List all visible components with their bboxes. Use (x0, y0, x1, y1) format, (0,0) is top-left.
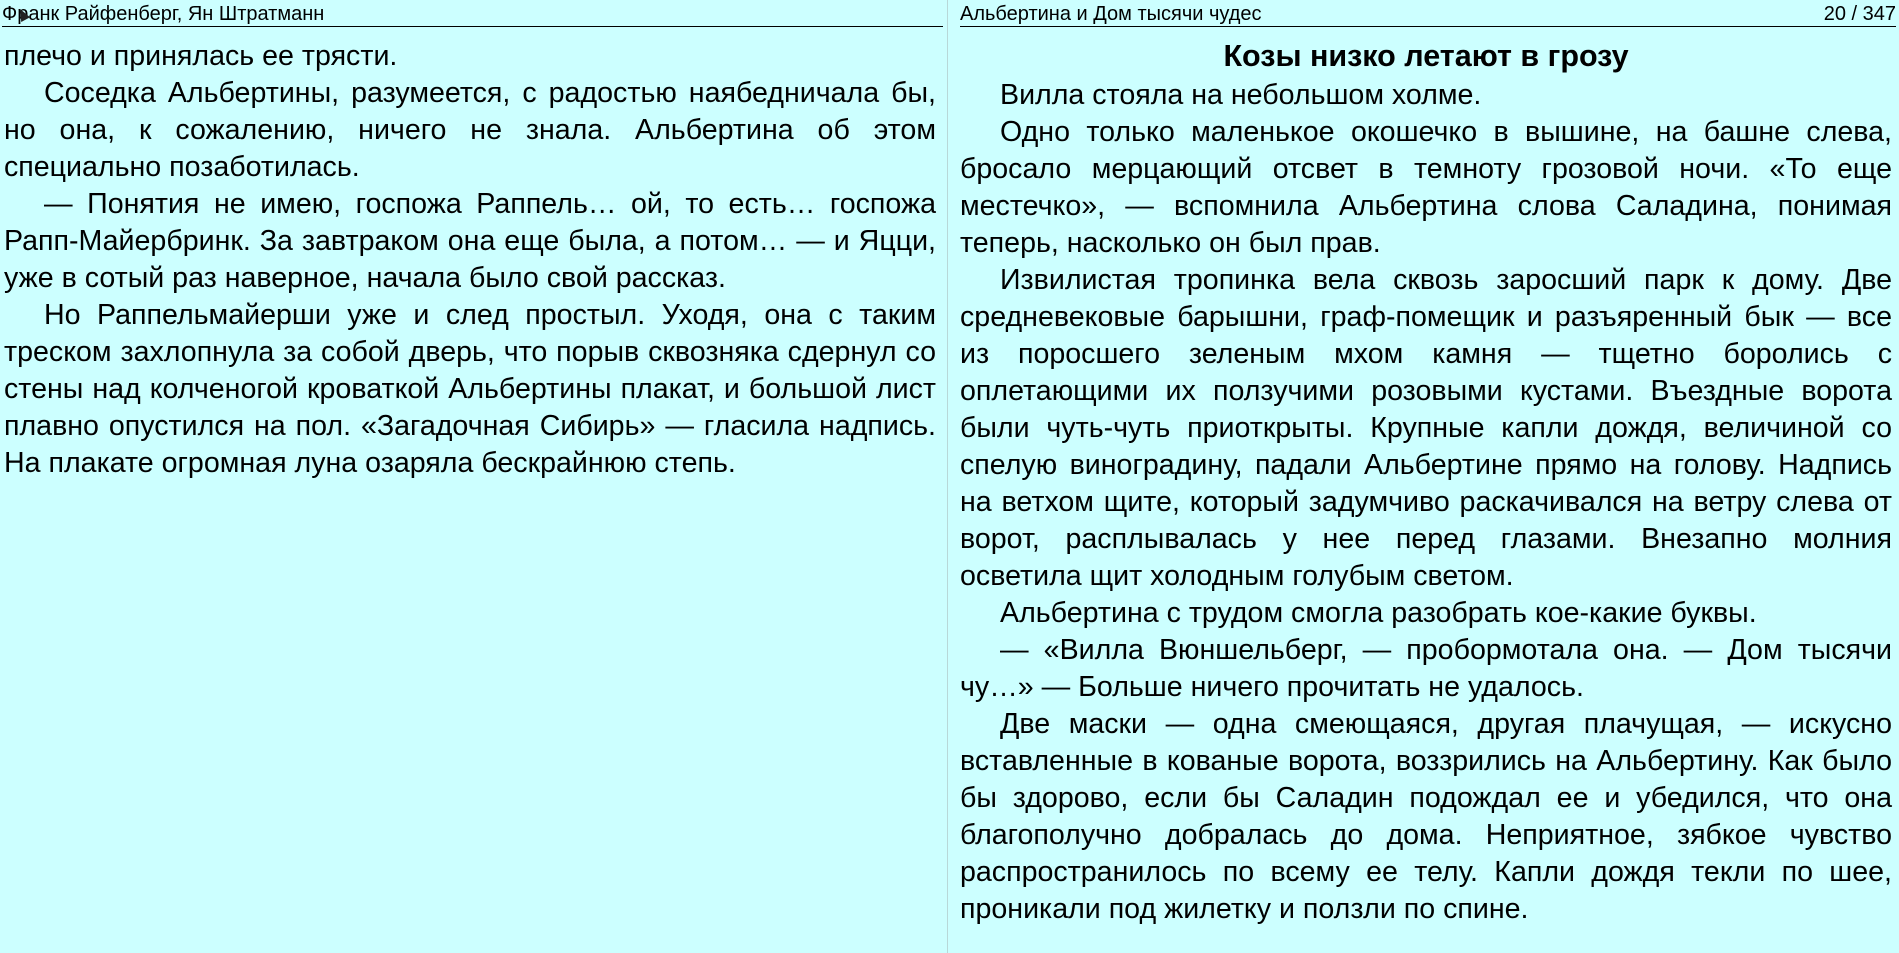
paragraph: Соседка Альбертины, разумеется, с радостью наябедничала бы, но она, к сожалению, ничего не знала. Альбертина об этом специально позаботилась. (4, 77, 936, 183)
paragraph: — Понятия не имею, госпожа Раппель… ой, то есть… госпожа Рапп-Майербринк. За завтраком она еще была, а потом… — и Яцци, уже в сотый раз наверное, начала было свой рассказ. (4, 188, 936, 294)
paragraph: Извилистая тропинка вела сквозь заросший парк к дому. Две средневековые барышни, граф-помещик и разъяренный бык — все из поросшего зеленым мхом камня — тщетно боролись с оплетающими их ползучими розовыми кустами. Въездные ворота были чуть-чуть приоткрыты. Крупные капли дождя, величиной со спелую виноградину, падали Альбертине прямо на голову. Надпись на ветхом щите, который задумчиво раскачивался на ветру слева от ворот, расплывалась у нее перед глазами. Внезапно молния осветила щит холодным голубым светом. (960, 264, 1892, 592)
right-page (948, 0, 1899, 953)
left-page-header (2, 0, 943, 27)
paragraph: Но Раппельмайерши уже и след простыл. Уходя, она с таким треском захлопнула за собой дверь, что порыв сквозняка сдернул со стены над колченогой кроваткой Альбертины плакат, и большой лист плавно опустился на пол. «Загадочная Сибирь» — гласила надпись. На плакате огромная луна озаряла бескрайнюю степь. (4, 299, 936, 479)
book-title: Альбертина и Дом тысячи чудес (960, 3, 1262, 25)
chapter-title: Козы низко летают в грозу (1223, 39, 1629, 73)
paragraph: — «Вилла Вюншельберг, — пробормотала она. — Дом тысячи чу…» — Больше ничего прочитать не удалось. (960, 634, 1892, 703)
right-page-header (960, 0, 1896, 27)
right-page-text (960, 38, 1892, 928)
paragraph: Вилла стояла на небольшом холме. (1000, 79, 1482, 111)
paragraph: Одно только маленькое окошечко в вышине, на башне слева, бросало мерцающий отсвет в темноту грозовой ночи. «То еще местечко», — вспомнила Альбертина слова Саладина, понимая теперь, насколько он был прав. (960, 116, 1892, 259)
left-page (0, 0, 947, 953)
book-authors: Франк Райфенберг, Ян Штратманн (2, 3, 325, 25)
page-number: 20 / 347 (1823, 3, 1896, 25)
paragraph: Две маски — одна смеющаяся, другая плачущая, — искусно вставленные в кованые ворота, воззрились на Альбертину. Как было бы здорово, если бы Саладин подождал ее и убедился, что она благополучно добралась до дома. Неприятное, зябкое чувство распространилось по всему ее телу. Капли дождя текли по шее, проникали под жилетку и ползли по спине. (960, 708, 1892, 925)
left-page-text (4, 38, 936, 482)
paragraph: плечо и принялась ее трясти. (4, 40, 398, 72)
paragraph: Альбертина с трудом смогла разобрать кое-какие буквы. (1000, 597, 1757, 629)
